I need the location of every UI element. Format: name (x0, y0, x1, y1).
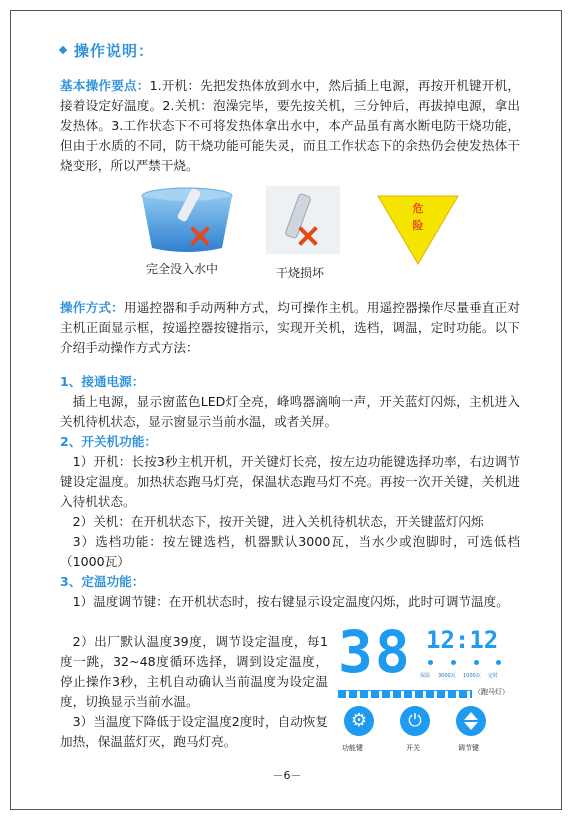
marquee-light-bar (338, 690, 472, 698)
label-timer: 定时 (488, 673, 499, 679)
power-button-label: 开关 (406, 744, 420, 752)
time-display: 12:12 (426, 626, 499, 654)
basic-operation-label: 基本操作要点： (60, 78, 150, 93)
section-3-item-3: 3）当温度下降低于设定温度2度时，自动恢复加热，保温蓝灯灭，跑马灯亮。 (60, 714, 328, 749)
adjust-button[interactable] (456, 706, 486, 736)
page-number: －6－ (272, 769, 302, 782)
page-title: 操作说明： (60, 40, 154, 61)
diamond-bullet-icon (59, 45, 67, 53)
dry-burn-image (266, 186, 340, 258)
label-3000w: 3000瓦 (438, 673, 456, 679)
up-down-icon (456, 706, 486, 736)
danger-warning-sign (376, 192, 460, 270)
marquee-label: （跑马灯） (474, 688, 509, 696)
immersed-bucket-image (138, 186, 236, 258)
label-keep-warm: 保温 (420, 673, 431, 679)
operation-method-paragraph (60, 298, 520, 358)
control-panel-illustration (338, 618, 510, 764)
section-2-item-2: 2）关机：在开机状态下，按开关键，进入关机待机状态，开关键蓝灯闪烁 (72, 514, 484, 529)
label-1000w: 1000瓦 (463, 673, 481, 679)
power-icon: ⏻ (408, 711, 422, 731)
cross-icon (190, 226, 210, 246)
operation-method-label: 操作方式： (60, 300, 124, 315)
cross-icon (298, 226, 318, 246)
section-1-text: 插上电源，显示窗蓝色LED灯全亮，峰鸣器滴响一声，开关蓝灯闪烁，主机进入关机待机状态，显示窗显示当前水温，或者关屏。 (60, 394, 520, 429)
section-1-heading: 1、接通电源： (60, 374, 145, 389)
illustration-row (130, 186, 490, 281)
temperature-display: 38 (338, 618, 412, 686)
power-button[interactable] (400, 706, 430, 736)
warning-text-1: 危 (412, 202, 424, 215)
basic-operation-paragraph (60, 76, 520, 176)
operation-method-text: 用遥控器和手动两种方式，均可操作主机。用遥控器操作尽量垂直正对主机正面显示框，按遥控器按键指示，实现开关机，选档，调温，定时功能。以下介绍手动操作方式方法： (60, 300, 521, 355)
caption-immersed: 完全没入水中 (146, 262, 219, 276)
gear-icon: ⚙ (350, 710, 368, 731)
section-1 (60, 372, 520, 612)
adjust-button-label: 调节键 (458, 744, 479, 752)
section-2-item-3: 3）选档功能：按左键选档，机器默认3000瓦，当水少或泡脚时，可选低档（1000瓦） (60, 534, 520, 569)
section-2-heading: 2、开关机功能： (60, 434, 157, 449)
section-3-heading: 3、定温功能： (60, 574, 145, 589)
indicator-dots (426, 660, 508, 668)
section-3-continued (60, 632, 328, 752)
warning-text-2: 险 (412, 219, 424, 232)
section-3-item-2: 2）出厂默认温度39度，调节设定温度，每1度一跳，32~48度循环选择，调到设定温度，停止操作3秒，主机自动确认当前温度为设定温度，切换显示当前水温。 (60, 634, 328, 709)
basic-operation-text: 1.开机：先把发热体放到水中，然后插上电源，再按开机键开机，接着设定好温度。2.关机：泡澡完毕，要先按关机，三分钟后，再拔掉电源，拿出发热体。3.工作状态下不可将发热体拿出水中，本产品虽有离水断电防干烧功能，但由于水质的不同，防干烧功能可能失灵，而且工作状态下的余热仍会使发热体干烧变形，所以严禁干烧。 (60, 78, 520, 173)
function-button[interactable] (344, 706, 374, 736)
function-button-label: 功能键 (342, 744, 363, 752)
section-3-item-1: 1）温度调节键：在开机状态时，按右键显示设定温度闪烁，此时可调节温度。 (72, 594, 509, 609)
section-2-item-1: 1）开机：长按3秒主机开机，开关键灯长亮，按左边功能键选择功率，右边调节键设定温度。加热状态跑马灯亮，保温状态跑马灯不亮。再按一次开关键，关机进入待机状态。 (60, 454, 520, 509)
caption-dry-burn: 干烧损坏 (276, 266, 325, 280)
